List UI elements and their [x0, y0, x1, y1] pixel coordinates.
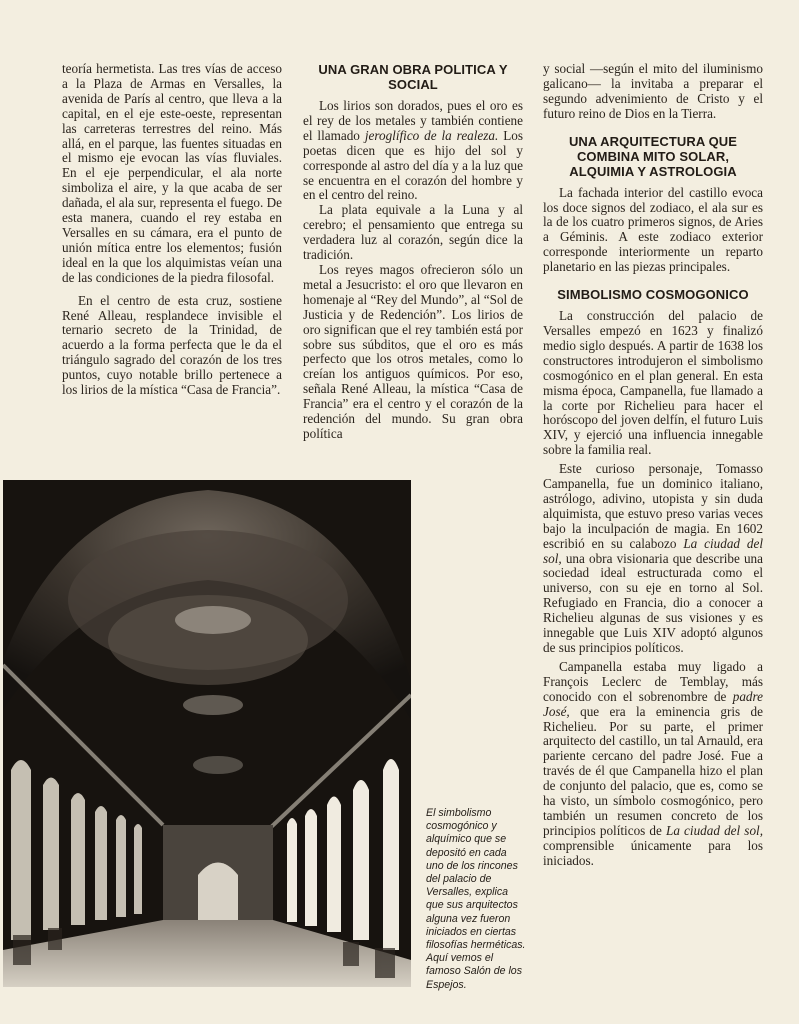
section-heading: UNA ARQUITECTURA QUE COMBINA MITO SOLAR, ALQUIMIA Y ASTROLOGIA	[568, 133, 738, 179]
paragraph: En el centro de esta cruz, sostiene René Alleau, resplandece invisible el ternario secreto de la Trinidad, de acuerdo a la forma perfecta que le da el triángulo sagrado del corazón de los tres puntos, cuyo notable brillo pertenece a los lirios de la mística “Casa de Francia”.	[62, 292, 282, 398]
section-heading: SIMBOLISMO COSMOGONICO	[557, 287, 749, 303]
paragraph: La fachada interior del castillo evoca los doce signos del zodiaco, el ala sur es la de los cuatro primeros signos, de Aries a Géminis. A este zodiaco exterior corresponde interiormente un reparto planetario en las piezas principales.	[543, 184, 763, 275]
column-3	[543, 62, 763, 869]
paragraph: La construcción del palacio de Versalles empezó en 1623 y finalizó medio siglo después. A partir de 1638 los constructores introdujeron el simbolismo cosmogónico en el plan general. En esta misma época, Campanella, fue llamado a la corte por Richelieu para hacer el horóscopo del joven delfín, el futuro Luis XIV, y ejerció una influencia innegable sobre la familia real.	[543, 308, 763, 458]
section-heading: UNA GRAN OBRA POLITICA Y SOCIAL	[318, 62, 508, 92]
paragraph: Este curioso personaje, Tomasso Campanella, fue un dominico italiano, astrólogo, adivino, utopista y sin duda alquimista, que estuvo preso varias veces bajo la inculpación de magia. En 1602 escribió en su calabozo La ciudad del sol, una obra visionaria que describe una sociedad ideal estructurada como el universo, con su eje en torno al Sol. Refugiado en Francia, dio a conocer a Richelieu algunas de sus visiones y es innegable que Luis XIV adoptó algunos de sus principios políticos.	[543, 461, 764, 655]
paragraph: teoría hermetista. Las tres vías de acceso a la Plaza de Armas en Versalles, la avenida de París al centro, que lleva a la capital, en el eje este-oeste, representan las carreteras terrestres del reino. Más allá, en el parque, las fuentes situadas en el mismo eje evocan las vías fluviales. En el eje perpendicular, el ala norte simboliza el aire, y la que acaba de ser dañada, el ala sur, representa el fuego. De esta manera, cuando el rey estaba en Versalles en su cámara, era el punto de unión mítica entre los elementos; fusión ideal en la que los alquimistas veían una de las condiciones de la piedra filosofal.	[62, 61, 282, 285]
paragraph: Los reyes magos ofrecieron sólo un metal a Jesucristo: el oro que llevaron en homenaje al “Rey del Mundo”, al “Sol de Justicia y de Redención”. Los lirios de oro significan que el rey también está por sobre sus súbditos, que el oro es más perfecto que los otros metales, como lo creían los antiguos químicos. Por eso, señala René Alleau, la mística “Casa de Francia” era el centro y el corazón de la redención del mundo. Su gran obra política	[303, 261, 523, 441]
column-2	[303, 62, 523, 442]
paragraph: y social —según el mito del iluminismo galicano— la invitaba a preparar el segundo advenimiento de Cristo y el futuro reino de Dios en la Tierra.	[543, 61, 763, 121]
paragraph: La plata equivale a la Luna y al cerebro; el pensamiento que entrega su verdadera luz al corazón, según dice la tradición.	[303, 202, 523, 263]
photo-caption: El simbolismo cosmogónico y alquímico que se depositó en cada uno de los rincones del palacio de Versalles, explica que sus arquitectos alguna vez fueron iniciados en ciertas filosofías herméticas. Aquí vemos el famoso Salón de los Espejos.	[426, 807, 526, 991]
hall-of-mirrors-photo	[3, 480, 411, 987]
hall-of-mirrors-illustration	[3, 480, 411, 987]
paragraph: Campanella estaba muy ligado a François Leclerc de Temblay, más conocido con el sobrenombre de padre José, que era la eminencia gris de Richelieu. Por su parte, el primer arquitecto del castillo, un tal Arnauld, era pariente cercano del padre José. Fue a través de él que Campanella hizo el plan de conjunto del palacio, que es, como se ha visto, un símbolo cosmogónico, pero también un resumen concreto de los principios políticos de La ciudad del sol, comprensible únicamente para los iniciados.	[543, 658, 763, 868]
column-1	[62, 62, 282, 398]
paragraph: Los lirios son dorados, pues el oro es el rey de los metales y también contiene el llamado jeroglífico de la realeza. Los poetas dicen que es hijo del sol y corresponde al astro del día y a la luz que se encuentra en el corazón del hombre y en el centro del reino.	[303, 98, 523, 203]
